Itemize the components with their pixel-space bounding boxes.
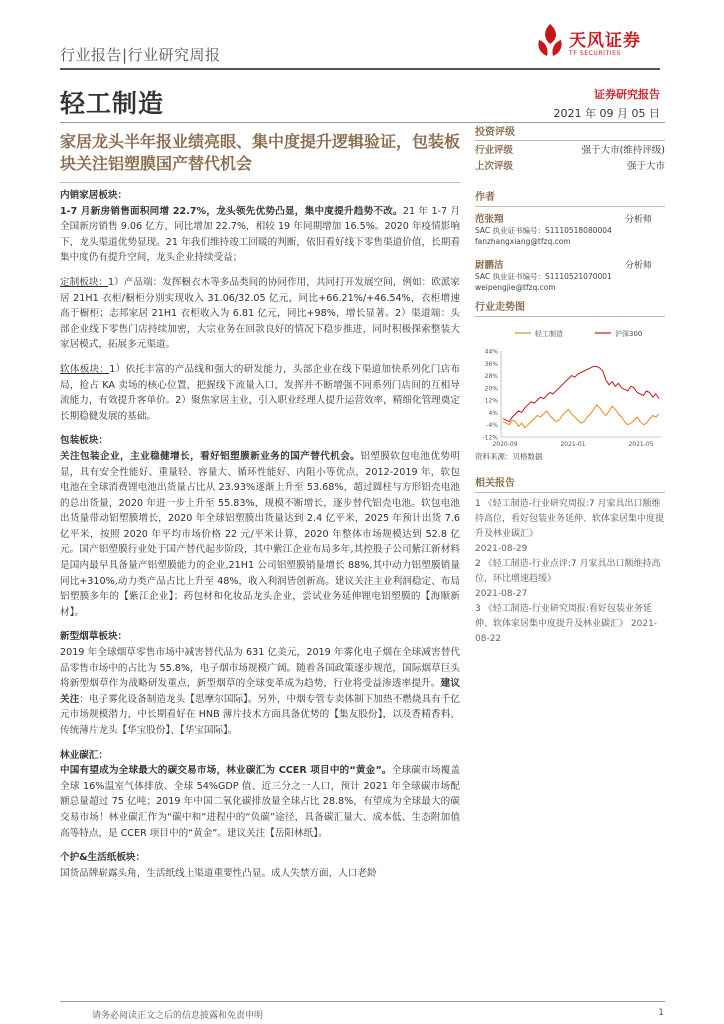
y-tick-label: 12% (484, 397, 498, 405)
section-tobacco: 2019 年全球烟草零售市场中减害替代品为 631 亿美元，2019 年雾化电子烟在全球减害替代品零售市场中的占比为 55.8%，电子烟市场规模广阔。随着各国政策逐步规范，国际烟草巨头将新型烟草作为战略研发重点，新型烟草的全球变革成为趋势，行业将受益渗透率提升。建议关注：电子雾化设备制造龙头【思摩尔国际】。另外，中烟专管专卖体制下加热不燃烧具有千亿元市场规模潜力，中长期看好在 HNB 薄片技术方面具备优势的【集友股份】，以及香精香料、传统薄片龙头【华宝股份】、【华宝国际】。 (60, 647, 461, 736)
y-tick-label: 20% (484, 385, 498, 393)
author-2: 尉鹏洁 分析师 SAC 执业证书编号：S1110521070001 weipengjie@tfzq.com (475, 257, 665, 303)
footer-divider (60, 1001, 665, 1002)
logo-name: 天风证券 (569, 31, 641, 51)
page-number: 1 (658, 1008, 664, 1018)
y-tick-label: 4% (488, 409, 498, 417)
section-carbon-head: 林业碳汇： (60, 749, 108, 761)
section-soft-furniture: 软体板块：1）依托丰富的产品线和强大的研发能力，头部企业在线下渠道加快系列化门店布局，抢占 KA 卖场的核心位置，把握线下流量入口，发挥并不断增强不同系列门店间的互相导流能力，有效提升客单价。2）聚焦家居主业，引入职业经理人提升运营效率，精细化管理奠定长期稳健发展的基础。 (60, 363, 461, 422)
previous-rating-row: 上次评级 强于大市 (475, 161, 665, 172)
section-custom-furniture: 定制板块：1）产品端：发挥橱衣木等多品类间的协同作用，共同打开发展空间，例如：欧派家居 21H1 衣柜/橱柜分别实现收入 31.06/32.05 亿元，同比+66.21%/+46.54%，衣柜增速高于橱柜；志邦家居 21H1 衣柜收入为 6.81 亿元，同比+98%，增长显著。2）渠道端：头部企业线下零售门店持续加密，大宗业务在回款良好的情况下稳步推进，同时积极探索整装大家居模式，拓展多元渠道。 (60, 276, 461, 351)
section-personal-care: 国货品牌崭露头角，生活纸线上渠道重要性凸显。成人失禁方面，人口老龄 (60, 867, 377, 879)
author-2-email[interactable]: weipengjie@tfzq.com (475, 283, 556, 292)
section-packaging: 关注包装企业，主业稳健增长，看好铝塑膜新业务的国产替代机会。铝塑膜软包电池优势明显，具有安全性能好、重量轻、容量大、循环性能好、内阻小等优点，2012-2019 年，软包电池在全球消费锂电池出货量占比从 23.93%逐渐上升至 53.68%，超过圆柱与方形铝壳电池的总出货量，2020 年进一步上升至 55.83%，规模不断增长，逐步替代铝壳电池。软包电池出货量带动铝塑膜增长，2020 年全球铝塑膜出货量达到 2.4 亿平米，2025 年预计出货 7.6 亿平米，按照 2020 年平均市场价格 22 元/平米计算，2020 年整体市场规模达到 52.8 亿元。国产铝塑膜行业处于国产替代起步阶段，其中紫江企业布局多年,其控股子公司紫江新材料是国内最早具备量产铝塑膜能力的企业,21H1 公司铝塑膜销量增长 88%,其中动力铝塑膜销量同比+310%,动力类产品占比上升至 48%，收入利润皆创新高。建议关注主业利润稳定、布局铝塑膜多年的【紫江企业】；药包材和化妆品龙头企业，尝试业务延伸锂电铝塑膜的【海顺新材】。 (60, 450, 460, 618)
section-home-furnishing-head: 内销家居板块： (60, 190, 128, 201)
report-title: 家居龙头半年报业绩亮眼、集中度提升逻辑验证，包装板块关注铝塑膜国产替代机会 (60, 132, 461, 173)
trend-box (475, 298, 665, 462)
y-tick-label: 36% (484, 360, 498, 368)
y-tick-label: 44% (484, 348, 498, 356)
rating-section-title: 投资评级 (475, 127, 515, 138)
authors-section-title: 作者 (475, 192, 495, 203)
section-personal-care-head: 个护&生活纸板块： (60, 852, 146, 864)
rating-box (475, 123, 665, 175)
author-1: 范张翔 分析师 SAC 执业证书编号：S1110518080004 fanzhangxiang@tfzq.com (475, 211, 665, 257)
company-logo (535, 22, 665, 66)
related-report-2[interactable]: 2 《轻工制造-行业点评:7 月家具出口额维持高位，环比增速趋缓》 2021-08-27 (475, 559, 661, 599)
section-home-furnishing: 1-7 月新房销售面积同增 22.7%，龙头领先优势凸显，集中度提升趋势不改。21 年 1-7 月全国新房销售 9.06 亿方，同比增加 22.7%，相较 19 年同期增加 16.5%。2020 年疫情影响下，龙头渠道优势显现。21 年我们维持竣工回暖的判断，依旧看好线下零售渠道价值，长期看集中度仍有提升空间，龙头企业持续受益； (60, 205, 461, 264)
legend-label: 沪深300 (615, 330, 643, 338)
logo-mark-icon (535, 22, 565, 60)
logo-english: TF SECURITIES (569, 50, 621, 57)
related-reports-box (475, 474, 665, 647)
report-date: 2021 年 09 月 05 日 (553, 107, 660, 120)
related-report-1[interactable]: 1 《轻工制造-行业研究周报:7 月家具出口额维持高位，看好包装业务延伸、软体家居集中度提升及林业碳汇》 2021-08-29 (475, 499, 665, 554)
industry-title: 轻工制造 (60, 89, 165, 118)
y-tick-label: 28% (484, 373, 498, 381)
report-type: 行业报告|行业研究周报 (60, 46, 221, 64)
section-carbon: 中国有望成为全球最大的碳交易市场，林业碳汇为 CCER 项目中的“黄金”。全球碳市场覆盖全球 16%温室气体排放、全球 54%GDP 值、近三分之一人口，预计 2021 年全球碳市场配额总量超过 75 亿吨；2019 年中国二氧化碳排放量全球占比 28.8%，有望成为全球最大的碳交易市场！林业碳汇作为“碳中和”进程中的“负碳”途径，具备碳汇量大、成本低、生态附加值高等特点，是 CCER 项目中的“黄金”。建议关注【岳阳林纸】。 (60, 765, 460, 839)
legend-label: 轻工制造 (535, 330, 563, 338)
title-underline (60, 182, 460, 183)
x-tick-label: 2021-01 (560, 441, 586, 448)
trend-chart (475, 321, 665, 449)
related-section-title: 相关报告 (475, 478, 515, 489)
x-tick-label: 2020-09 (492, 441, 518, 448)
footer-disclaimer: 请务必阅读正文之后的信息披露和免责申明 (92, 1011, 264, 1021)
header-divider (60, 68, 660, 70)
y-tick-label: -12% (482, 434, 498, 442)
authors-box (475, 188, 665, 303)
related-report-3[interactable]: 3 《轻工制造-行业研究周报:看好包装业务延伸、软体家居集中度提升及林业碳汇》 2021-08-22 (475, 604, 658, 644)
section-tobacco-head: 新型烟草板块： (60, 631, 128, 643)
chart-source: 资料来源：贝格数据 (475, 452, 543, 461)
series-line-light-industry (503, 405, 659, 428)
x-tick-label: 2021-05 (628, 441, 654, 448)
industry-rating-row: 行业评级 强于大市(维持评级) (475, 145, 665, 156)
y-tick-label: -4% (486, 422, 498, 430)
report-kind: 证券研究报告 (594, 88, 660, 101)
main-content (60, 188, 460, 890)
author-1-email[interactable]: fanzhangxiang@tfzq.com (475, 237, 571, 246)
series-line-csi300 (503, 366, 659, 421)
trend-section-title: 行业走势图 (475, 302, 525, 313)
section-packaging-head: 包装板块： (60, 435, 108, 447)
